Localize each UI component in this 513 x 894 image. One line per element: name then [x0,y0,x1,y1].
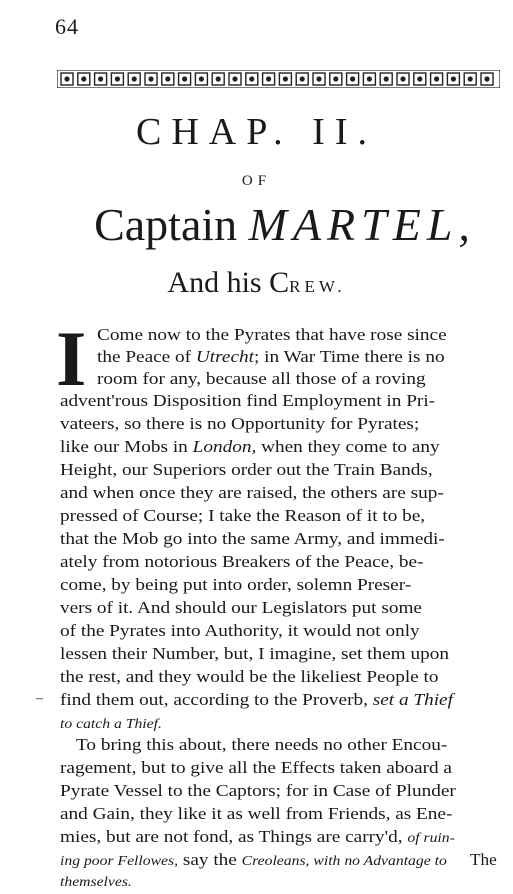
text-segment: and when once they are raised, the others are sup- [60,483,444,502]
text-segment: the Peace of [97,347,196,366]
text-line [60,666,439,688]
text-line [60,620,420,642]
text-segment: London, [192,437,257,456]
text-segment: of ruin- [407,831,455,846]
text-line [60,482,444,504]
ornament-border [57,70,500,88]
page-number: 64 [55,14,79,39]
text-line [60,643,449,665]
captain-prefix: Captain [94,199,238,250]
text-segment: the rest, and they would be the likeliest People to [60,667,439,686]
text-segment: advent'rous Disposition find Employment in Pri- [60,391,436,410]
text-segment: ately from notorious Breakers of the Peace, be- [60,552,424,571]
text-segment: Creoleans, with no Advantage to [241,854,447,869]
text-segment: to catch a Thief. [60,717,162,732]
text-segment: room for any, because all those of a roving [97,369,426,388]
text-line [60,803,452,825]
text-segment: that the Mob go into the same Army, and immedi- [60,529,445,548]
chapter-title: CHAP. II. [136,111,377,153]
text-line [60,757,452,779]
text-line [60,551,423,573]
text-line [60,689,453,711]
text-segment: lessen their Number, but, I imagine, set them upon [60,644,449,663]
crew-prefix: And his C [167,266,290,299]
of-line: OF [241,173,272,189]
text-line [60,413,419,435]
text-segment: ing poor Fellowes, [60,854,179,869]
text-line [97,368,426,390]
text-segment: set a Thief [372,690,453,709]
text-segment: pressed of Course; I take the Reason of it to be, [60,506,426,525]
text-segment: themselves. [60,875,132,890]
text-line [60,436,440,458]
text-segment: of the Pyrates into Authority, it would not only [60,621,420,640]
text-segment: Pyrate Vessel to the Captors; for in Case of Plunder [60,781,456,800]
text-segment: like our Mobs in [60,437,193,456]
text-segment: vers of it. And should our Legislators put some [60,598,422,617]
captain-name: MARTEL, [248,199,476,250]
text-segment: mies, but are not fond, as Things are carry'd, [60,827,408,846]
text-line [97,346,445,368]
crew-suffix: REW. [289,277,346,296]
text-line [60,459,433,481]
text-line [60,870,132,894]
text-segment: To bring this about, there needs no other Encou- [76,735,448,754]
text-line [76,734,447,756]
text-segment: vateers, so there is no Opportunity for Pyrates; [60,414,420,433]
text-line [60,390,435,412]
text-line [60,826,455,850]
crew-heading [0,266,513,300]
text-segment: ; in War Time there is no [253,347,445,366]
text-line [60,597,422,619]
margin-mark: – [36,691,43,706]
text-segment: and Gain, they like it as well from Friends, as Ene- [60,804,453,823]
text-segment: come, by being put into order, solemn Preser- [60,575,412,594]
drop-cap: I [56,315,87,402]
text-line [60,712,162,736]
catchword: The [470,850,497,869]
text-line [60,528,445,550]
text-segment: ragement, but to give all the Effects taken aboard a [60,758,452,777]
text-segment: Utrecht [195,347,254,366]
text-segment: say the [178,850,242,869]
captain-heading [60,198,510,251]
text-segment: Height, our Superiors order out the Train Bands, [60,460,433,479]
text-line [60,505,425,527]
text-line [60,780,456,802]
text-line [97,324,447,346]
text-segment: Come now to the Pyrates that have rose since [97,325,447,344]
text-segment: when they come to any [256,437,440,456]
text-segment: find them out, according to the Proverb, [60,690,373,709]
text-line [60,574,411,596]
